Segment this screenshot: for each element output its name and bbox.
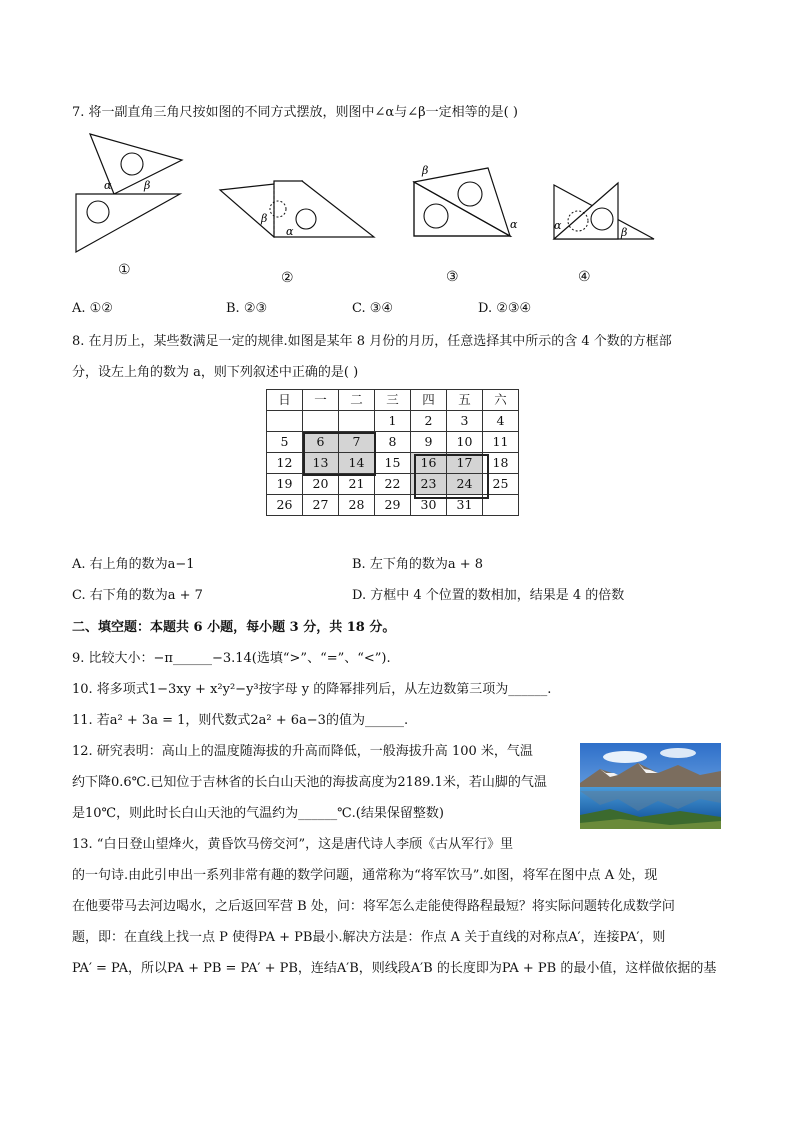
- q12-line3: 是10℃，则此时长白山天池的气温约为______℃.(结果保留整数): [72, 806, 444, 821]
- q13-line5: PA′ = PA，所以PA + PB = PA′ + PB，连结A′B，则线段A′B 的长度即为PA + PB 的最小值，这样做依据的基: [72, 961, 717, 976]
- calendar-row: [267, 411, 519, 432]
- calendar-header: 三: [375, 390, 411, 411]
- calendar-cell: 19: [267, 474, 303, 495]
- calendar-cell: 10: [447, 432, 483, 453]
- calendar-header: 五: [447, 390, 483, 411]
- alpha-label: α: [554, 219, 562, 232]
- calendar-cell-highlighted: 17: [447, 453, 483, 474]
- alpha-label: α: [104, 179, 112, 192]
- figure-label-1: ①: [118, 262, 131, 278]
- calendar-header-row: [267, 390, 519, 411]
- calendar-cell: 25: [483, 474, 519, 495]
- calendar-cell-highlighted: 23: [411, 474, 447, 495]
- calendar-cell: 15: [375, 453, 411, 474]
- calendar-cell-highlighted: 16: [411, 453, 447, 474]
- q7-option-c: C. ③④: [352, 301, 394, 316]
- calendar-cell: 20: [303, 474, 339, 495]
- q13-line4: 题，即：在直线上找一点 P 使得PA + PB最小.解决方法是：作点 A 关于直线的对称点A′，连接PA′，则: [72, 930, 666, 945]
- beta-label: β: [144, 179, 151, 192]
- calendar-header: 日: [267, 390, 303, 411]
- q8-option-a: A. 右上角的数为a−1: [72, 557, 195, 572]
- calendar-cell-highlighted: 13: [303, 453, 339, 474]
- q8-option-b: B. 左下角的数为a + 8: [352, 557, 483, 572]
- calendar-header: 六: [483, 390, 519, 411]
- q8-option-c: C. 右下角的数为a + 7: [72, 588, 203, 603]
- calendar-cell-highlighted: 14: [339, 453, 375, 474]
- tianchi-lake-photo: [580, 743, 721, 829]
- q7-option-d: D. ②③④: [478, 301, 532, 316]
- q7-figure-1: [72, 132, 187, 261]
- calendar-cell: 11: [483, 432, 519, 453]
- q10-text: 10. 将多项式1−3xy + x²y²−y³按字母 y 的降幂排列后，从左边数第三项为______.: [72, 682, 552, 697]
- calendar-cell: 12: [267, 453, 303, 474]
- calendar-cell: 29: [375, 495, 411, 516]
- calendar-cell: 21: [339, 474, 375, 495]
- q8-option-d: D. 方框中 4 个位置的数相加，结果是 4 的倍数: [352, 588, 625, 603]
- q12-line2: 约下降0.6℃.已知位于吉林省的长白山天池的海拔高度为2189.1米，若山脚的气温: [72, 775, 547, 790]
- calendar-cell: 18: [483, 453, 519, 474]
- q7-option-b: B. ②③: [226, 301, 268, 316]
- calendar-box-left: [303, 432, 376, 476]
- calendar-cell: 9: [411, 432, 447, 453]
- q8-stem-line2: 分，设左上角的数为 a，则下列叙述中正确的是( ): [72, 365, 359, 380]
- section-heading: 二、填空题：本题共 6 小题，每小题 3 分，共 18 分。: [72, 620, 396, 635]
- calendar-cell: 5: [267, 432, 303, 453]
- calendar-cell: 1: [375, 411, 411, 432]
- calendar-box-right: [414, 454, 489, 499]
- calendar-cell: 28: [339, 495, 375, 516]
- calendar-cell: 8: [375, 432, 411, 453]
- calendar-cell: 4: [483, 411, 519, 432]
- calendar-cell: 26: [267, 495, 303, 516]
- q8-stem-line1: 8. 在月历上，某些数满足一定的规律.如图是某年 8 月份的月历，任意选择其中所示的含 4 个数的方框部: [72, 334, 672, 349]
- q7-figure-2: [218, 175, 378, 249]
- q13-line1: 13. “白日登山望烽火，黄昏饮马傍交河”，这是唐代诗人李颀《古从军行》里: [72, 837, 514, 852]
- figure-label-4: ④: [578, 269, 591, 285]
- calendar-cell: 2: [411, 411, 447, 432]
- calendar-header: 二: [339, 390, 375, 411]
- q9-text: 9. 比较大小：−π______−3.14(选填“>”、“=”、“<”).: [72, 651, 391, 666]
- q7-figure-3: [410, 158, 525, 247]
- figure-label-2: ②: [281, 270, 294, 286]
- q13-line2: 的一句诗.由此引申出一系列非常有趣的数学问题，通常称为“将军饮马”.如图，将军在图中点 A 处，现: [72, 868, 658, 883]
- calendar-cell: [339, 411, 375, 432]
- calendar-cell-highlighted: 7: [339, 432, 375, 453]
- calendar-cell: [303, 411, 339, 432]
- calendar-header: 四: [411, 390, 447, 411]
- beta-label: β: [261, 212, 268, 225]
- q7-option-a: A. ①②: [72, 301, 113, 316]
- calendar-cell: 3: [447, 411, 483, 432]
- figure-label-3: ③: [446, 269, 459, 285]
- calendar-cell: 31: [447, 495, 483, 516]
- beta-label: β: [422, 164, 429, 177]
- calendar-cell-highlighted: 24: [447, 474, 483, 495]
- alpha-label: α: [510, 218, 518, 231]
- calendar-cell: [267, 411, 303, 432]
- calendar-header: 一: [303, 390, 339, 411]
- calendar-cell: 30: [411, 495, 447, 516]
- calendar-cell: 27: [303, 495, 339, 516]
- alpha-label: α: [286, 225, 294, 238]
- q13-line3: 在他要带马去河边喝水，之后返回军营 B 处，问：将军怎么走能使得路程最短？将实际问题转化成数学问: [72, 899, 675, 914]
- q7-stem: 7. 将一副直角三角尺按如图的不同方式摆放，则图中∠α与∠β一定相等的是( ): [72, 105, 518, 120]
- q12-line1: 12. 研究表明：高山上的温度随海拔的升高而降低，一般海拔升高 100 米，气温: [72, 744, 533, 759]
- q11-text: 11. 若a² + 3a = 1，则代数式2a² + 6a−3的值为______.: [72, 713, 409, 728]
- calendar-cell-highlighted: 6: [303, 432, 339, 453]
- calendar-cell: 22: [375, 474, 411, 495]
- beta-label: β: [621, 226, 628, 239]
- q7-figure-4: [550, 175, 660, 249]
